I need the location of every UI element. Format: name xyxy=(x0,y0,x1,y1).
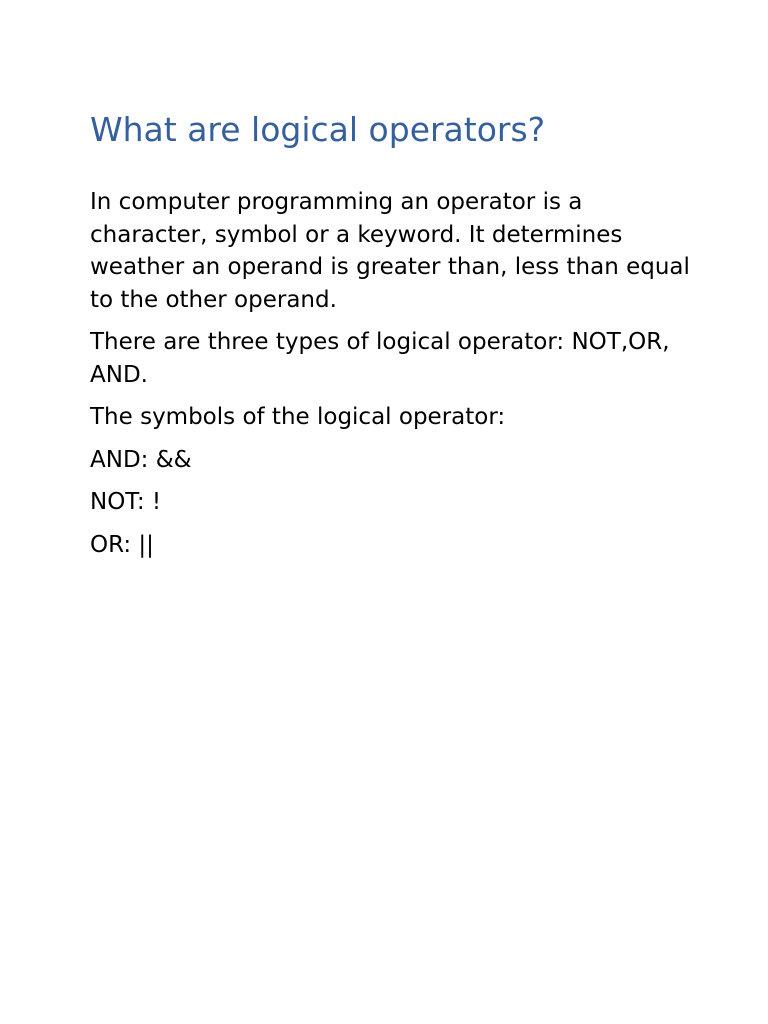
page-title: What are logical operators? xyxy=(90,110,546,149)
types-paragraph: There are three types of logical operator: NOT,OR, AND. xyxy=(90,329,670,388)
document-body xyxy=(90,108,690,571)
symbols-heading-paragraph: The symbols of the logical operator: xyxy=(90,404,506,430)
intro-paragraph: In computer programming an operator is a character, symbol or a keyword. It determines weather an operand is greater than, less than equal to the other operand. xyxy=(90,189,690,313)
or-symbol-line: OR: || xyxy=(90,531,154,558)
not-symbol-line: NOT: ! xyxy=(90,489,162,515)
and-symbol-line: AND: && xyxy=(90,446,192,473)
